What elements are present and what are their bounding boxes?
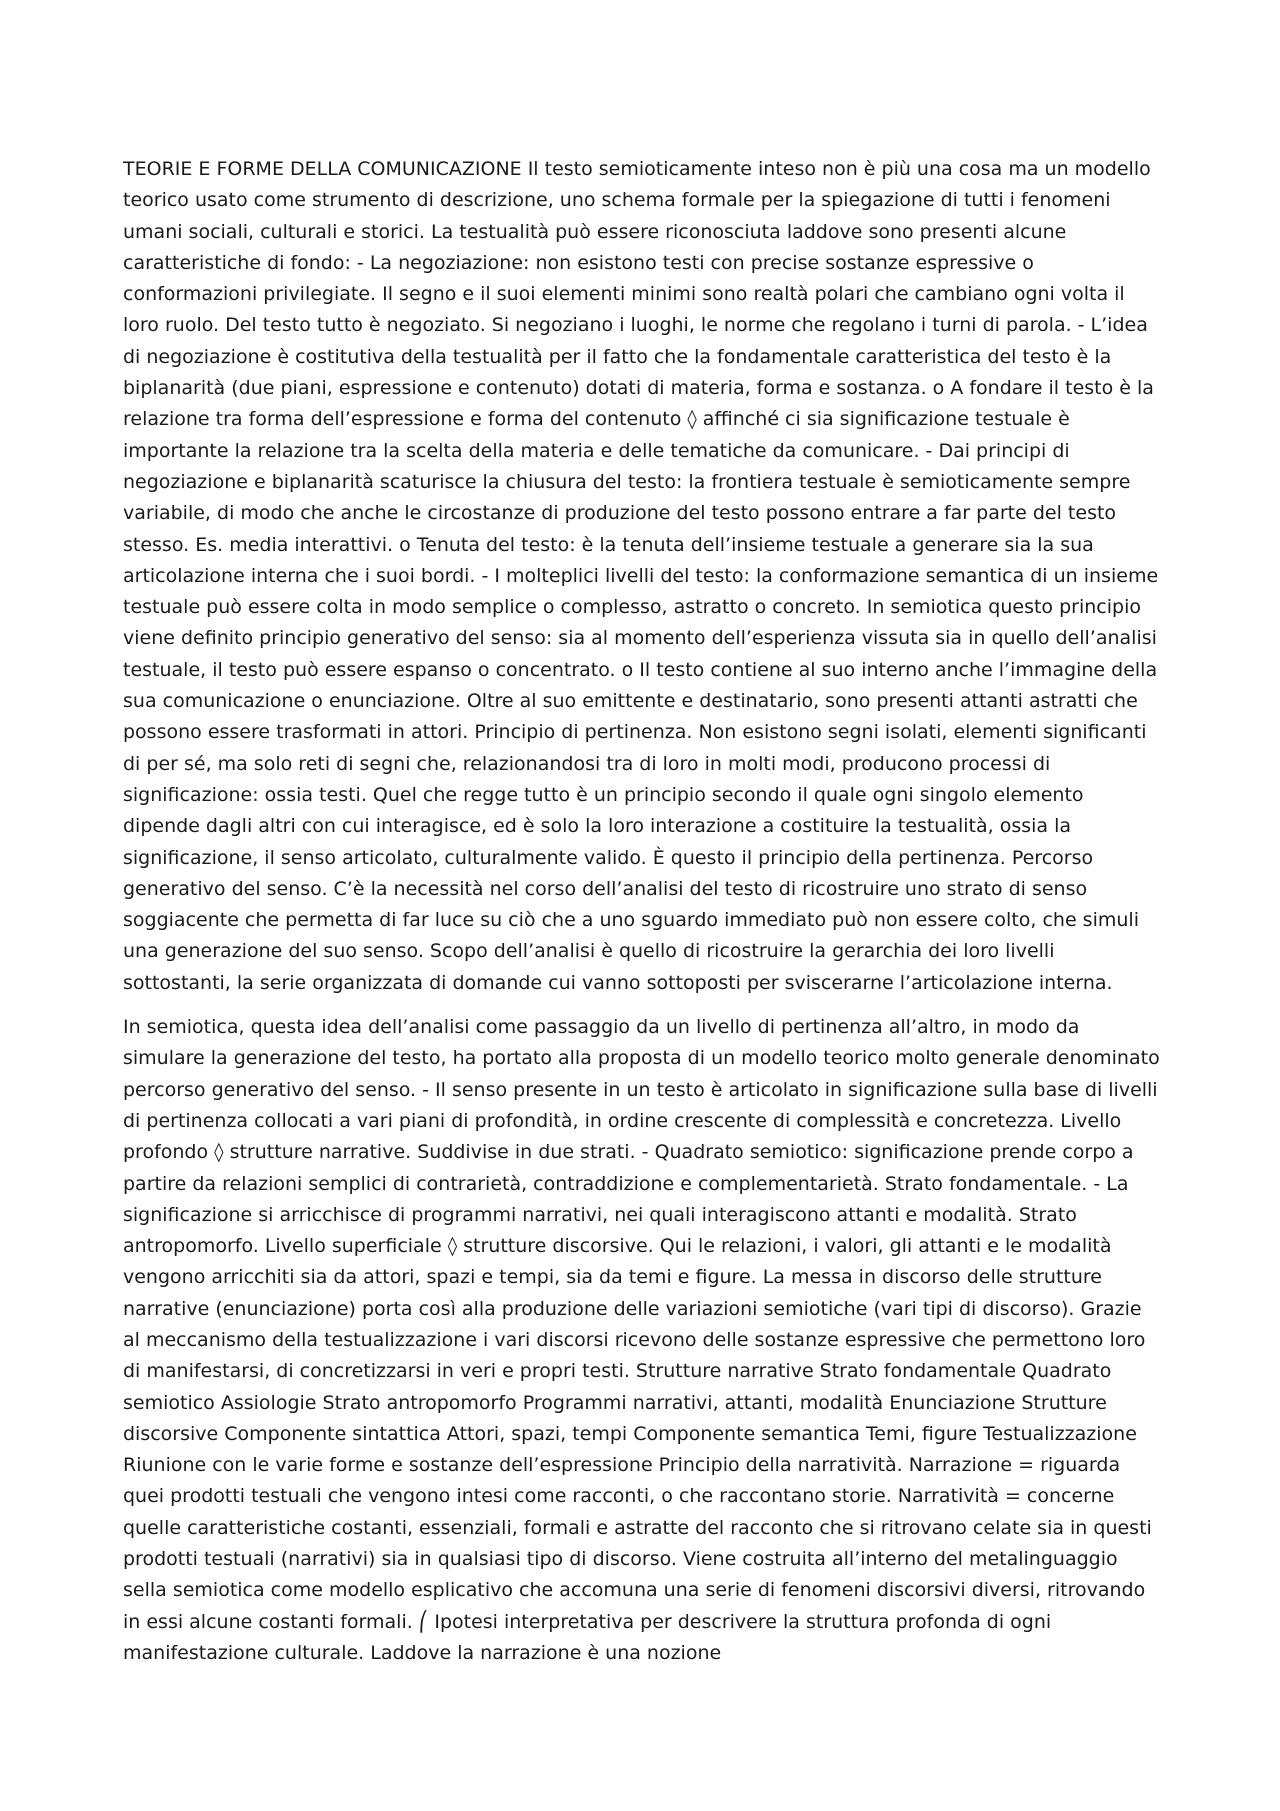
paragraph-2: In semiotica, questa idea dell’analisi come passaggio da un livello di pertinenza all’altro, in modo da simulare la generazione del testo, ha portato alla proposta di un modello teorico molto generale denominato percorso generativo del senso. - Il senso presente in un testo è articolato in significazione sulla base di livelli di pertinenza collocati a vari piani di profondità, in ordine crescente di complessità e concretezza. Livello profondo ◊ strutture narrative. Suddivise in due strati. - Quadrato semiotico: significazione prende corpo a partire da relazioni semplici di contrarietà, contraddizione e complementarietà. Strato fondamentale. - La significazione si arricchisce di programmi narrativi, nei quali interagiscono attanti e modalità. Strato antropomorfo. Livello superficiale ◊ strutture discorsive. Qui le relazioni, i valori, gli attanti e le modalità vengono arricchiti sia da attori, spazi e tempi, sia da temi e figure. La messa in discorso delle strutture narrative (enunciazione) porta così alla produzione delle variazioni semiotiche (vari tipi di discorso). Grazie al meccanismo della testualizzazione i vari discorsi ricevono delle sostanze espressive che permettono loro di manifestarsi, di concretizzarsi in veri e propri testi. Strutture narrative Strato fondamentale Quadrato semiotico Assiologie Strato antropomorfo Programmi narrativi, attanti, modalità Enunciazione Strutture discorsive Componente sintattica Attori, spazi, tempi Componente semantica Temi, figure Testualizzazione Riunione con le varie forme e sostanze dell’espressione Principio della narratività. Narrazione = riguarda quei prodotti testuali che vengono intesi come racconti, o che raccontano storie. Narratività = concerne quelle caratteristiche costanti, essenziali, formali e astratte del racconto che si ritrovano celate sia in questi prodotti testuali (narrativi) sia in qualsiasi tipo di discorso. Viene costruita all’interno del metalinguaggio sella semiotica come modello esplicativo che accomuna una serie di fenomeni discorsivi diversi, ritrovando in essi alcune costanti formali. ⎛ Ipotesi interpretativa per descrivere la struttura profonda di ogni manifestazione culturale. Laddove la narrazione è una nozione — [123, 1016, 1160, 1664]
paragraph-1: TEORIE E FORME DELLA COMUNICAZIONE Il testo semioticamente inteso non è più una cosa ma un modello teorico usato come strumento di descrizione, uno schema formale per la spiegazione di tutti i fenomeni umani sociali, culturali e storici. La testualità può essere riconosciuta laddove sono presenti alcune caratteristiche di fondo: - La negoziazione: non esistono testi con precise sostanze espressive o conformazioni privilegiate. Il segno e il suoi elementi minimi sono realtà polari che cambiano ogni volta il loro ruolo. Del testo tutto è negoziato. Si negoziano i luoghi, le norme che regolano i turni di parola. - L’idea di negoziazione è costitutiva della testualità per il fatto che la fondamentale caratteristica del testo è la biplanarità (due piani, espressione e contenuto) dotati di materia, forma e sostanza. o A fondare il testo è la relazione tra forma dell’espressione e forma del contenuto ◊ affinché ci sia significazione testuale è importante la relazione tra la scelta della materia e delle tematiche da comunicare. - Dai principi di negoziazione e biplanarità scaturisce la chiusura del testo: la frontiera testuale è semioticamente sempre variabile, di modo che anche le circostanze di produzione del testo possono entrare a far parte del testo stesso. Es. media interattivi. o Tenuta del testo: è la tenuta dell’insieme testuale a generare sia la sua articolazione interna che i suoi bordi. - I molteplici livelli del testo: la conformazione semantica di un insieme testuale può essere colta in modo semplice o complesso, astratto o concreto. In semiotica questo principio viene definito principio generativo del senso: sia al momento dell’esperienza vissuta sia in quello dell’analisi testuale, il testo può essere espanso o concentrato. o Il testo contiene al suo interno anche l’immagine della sua comunicazione o enunciazione. Oltre al suo emittente e destinatario, sono presenti attanti astratti che possono essere trasformati in attori. Principio di pertinenza. Non esistono segni isolati, elementi significanti di per sé, ma solo reti di segni che, relazionandosi tra di loro in molti modi, producono processi di significazione: ossia testi. Quel che regge tutto è un principio secondo il quale ogni singolo elemento dipende dagli altri con cui interagisce, ed è solo la loro interazione a costituire la testualità, ossia la significazione, il senso articolato, culturalmente valido. È questo il principio della pertinenza. Percorso generativo del senso. C’è la necessità nel corso dell’analisi del testo di ricostruire uno strato di senso soggiacente che permetta di far luce su ciò che a uno sguardo immediato può non essere colto, che simuli una generazione del suo senso. Scopo dell’analisi è quello di ricostruire la gerarchia dei loro livelli sottostanti, la serie organizzata di domande cui vanno sottoposti per sviscerarne l’articolazione interna. — [123, 158, 1159, 994]
document-body — [123, 154, 1163, 1669]
